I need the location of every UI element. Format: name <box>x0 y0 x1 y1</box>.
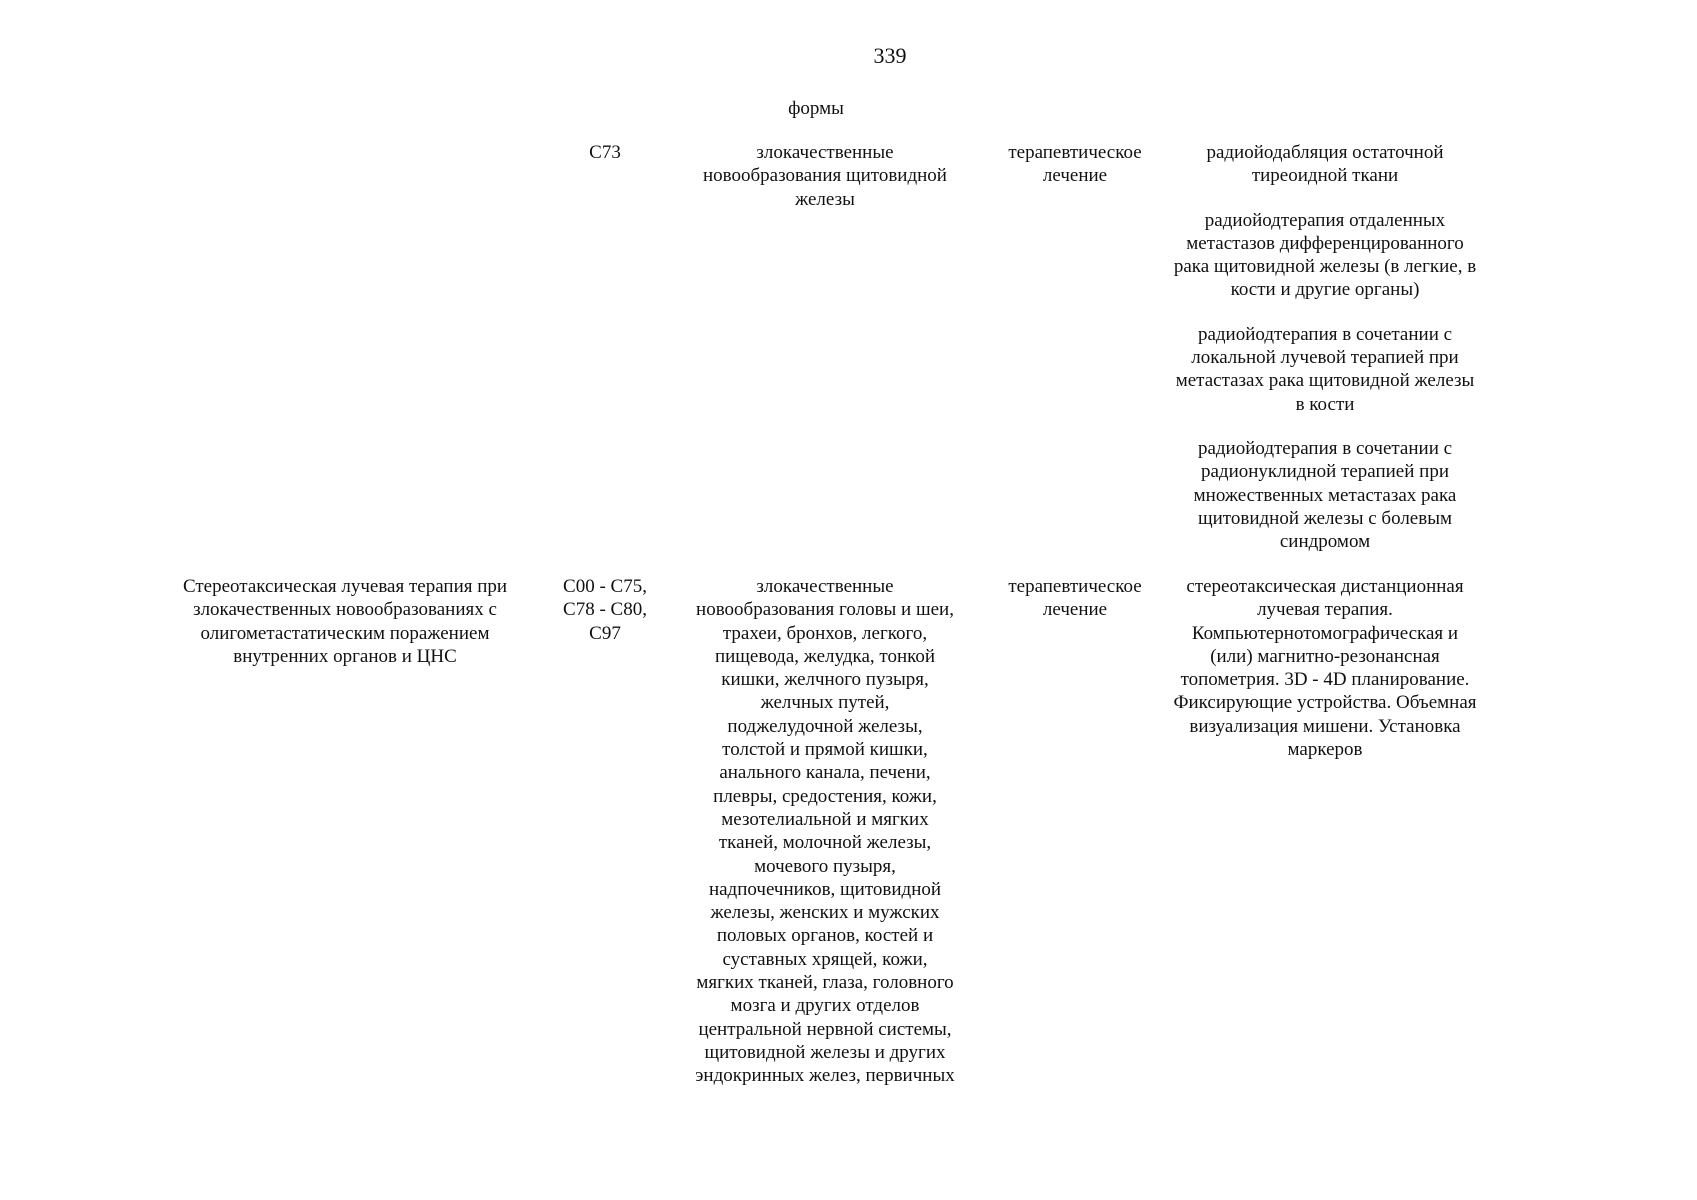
continued-text: формы <box>788 98 844 119</box>
row-1-methods <box>1160 141 1490 574</box>
row-2-methods <box>1160 575 1490 782</box>
row-2-disease: злокачественные новообразования головы и шеи, трахеи, бронхов, легкого, пищевода, желудка, тонкой кишки, желчного пузыря, желчных путей, поджелудочной железы, толстой и прямой кишки, анального канала, печени, плевры, средостения, кожи, мезотелиальной и мягких тканей, молочной железы, мочевого пузыря, надпочечников, щитовидной железы, женских и мужских половых органов, костей и суставных хрящей, кожи, мягких тканей, глаза, головного мозга и других отделов центральной нервной системы, щитовидной железы и других эндокринных желез, первичных <box>695 576 955 1087</box>
row-2-method-1: стереотаксическая дистанционная лучевая терапия. Компьютернотомографическая и (или) магнитно-резонансная топометрия. 3D - 4D планирование. Фиксирующие устройства. Объемная визуализация мишени. Установка маркеров <box>1173 576 1477 761</box>
row-1-treatment: терапевтическое лечение <box>1008 142 1142 187</box>
row-1-method-3: радиойодтерапия в сочетании с локальной лучевой терапией при метастазах рака щитовидной железы в кости <box>1175 323 1475 415</box>
row-2-treatment: терапевтическое лечение <box>1008 576 1142 621</box>
row-1-method-1: радиойодабляция остаточной тиреоидной ткани <box>1206 142 1444 187</box>
row-2-name: Стереотаксическая лучевая терапия при злокачественных новообразованиях с олигометастатическим поражением внутренних органов и ЦНС <box>182 576 508 667</box>
row-1-method-2: радиойодтерапия отдаленных метастазов дифференцированного рака щитовидной железы (в легкие, в кости и другие органы) <box>1173 209 1477 301</box>
page-number: 339 <box>873 43 907 68</box>
row-1-code: C73 <box>589 142 621 163</box>
row-1-method-4: радиойодтерапия в сочетании с радионуклидной терапией при множественных метастазах рака щитовидной железы с болевым синдромом <box>1193 437 1457 553</box>
row-2-code: C00 - C75, C78 - C80, C97 <box>563 576 647 644</box>
row-1-disease: злокачественные новообразования щитовидной железы <box>703 142 947 210</box>
